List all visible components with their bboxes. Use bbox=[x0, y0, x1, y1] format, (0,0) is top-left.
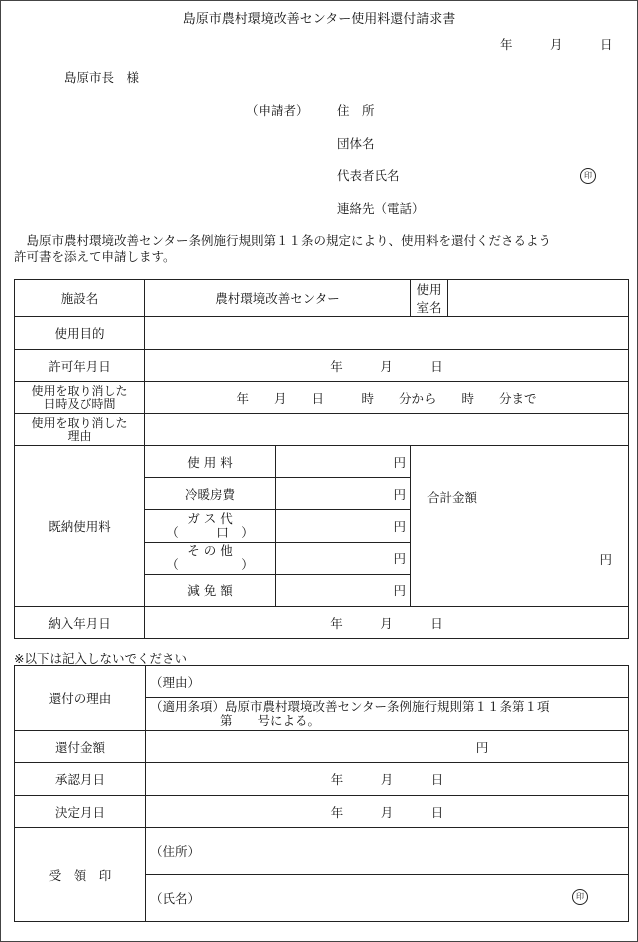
applicant-address-label: 住 所 bbox=[337, 103, 375, 118]
cancel-datetime-label bbox=[15, 382, 145, 414]
office-use-note: ※以下は記入しないでください bbox=[14, 651, 187, 666]
date-line: 年 月 日 bbox=[500, 37, 613, 52]
fee-item-label: 冷暖房費 bbox=[145, 478, 276, 510]
total-amount-unit: 円 bbox=[599, 552, 613, 567]
applicable-clause-line2: 第 号による。 bbox=[220, 713, 321, 728]
cancel-datetime-label-line2: 日時及び時間 bbox=[43, 396, 116, 411]
refund-amount-value[interactable] bbox=[146, 731, 629, 763]
approval-date-label: 承認月日 bbox=[15, 763, 146, 796]
fee-item-amount[interactable]: 円 bbox=[276, 574, 411, 606]
other-fee-label bbox=[145, 542, 276, 574]
room-field[interactable] bbox=[448, 280, 629, 317]
other-fee-label-line2: （ ） bbox=[166, 557, 254, 573]
receipt-name: （氏名） bbox=[150, 891, 201, 906]
cancel-datetime-label-line1: 使用を取り消した bbox=[31, 383, 128, 398]
applicable-clause-line1: （適用条項）島原市農村環境改善センター条例施行規則第１１条第１項 bbox=[150, 699, 550, 714]
approval-date-value[interactable]: 年 月 日 bbox=[146, 763, 629, 796]
seal-mark-receipt: 印 bbox=[572, 889, 588, 905]
fee-item-label: 減 免 額 bbox=[145, 574, 276, 606]
table-row bbox=[15, 382, 629, 414]
fee-item-amount[interactable]: 円 bbox=[276, 446, 411, 478]
refund-reason-line[interactable]: （理由） bbox=[146, 666, 629, 698]
table-row bbox=[15, 828, 629, 875]
fee-item-amount[interactable]: 円 bbox=[276, 542, 411, 574]
refund-reason-label: 還付の理由 bbox=[15, 666, 146, 731]
applicant-group-label: 団体名 bbox=[337, 136, 375, 151]
table-row bbox=[15, 280, 629, 317]
applicable-clause-cell[interactable] bbox=[146, 698, 629, 731]
total-amount-label: 合計金額 bbox=[427, 490, 478, 505]
table-row bbox=[15, 317, 629, 350]
permit-date-label: 許可年月日 bbox=[15, 350, 145, 382]
gas-fee-label bbox=[145, 510, 276, 542]
cancel-reason-label-line1: 使用を取り消した bbox=[31, 415, 128, 430]
purpose-label: 使用目的 bbox=[15, 317, 145, 350]
table-row bbox=[15, 763, 629, 796]
payment-date-label: 納入年月日 bbox=[15, 607, 145, 639]
facility-value: 農村環境改善センター bbox=[145, 280, 411, 317]
applicant-label: （申請者） bbox=[246, 103, 309, 118]
table-row bbox=[15, 796, 629, 828]
other-fee-label-line1: そ の 他 bbox=[187, 543, 233, 559]
refund-amount-label: 還付金額 bbox=[15, 731, 146, 763]
intro-line-2: 許可書を添えて申請します。 bbox=[14, 249, 176, 264]
gas-fee-label-line1: ガ ス 代 bbox=[187, 510, 233, 526]
refund-request-table bbox=[14, 279, 629, 639]
table-row bbox=[15, 666, 629, 698]
table-row bbox=[15, 446, 629, 478]
permit-date-value[interactable]: 年 月 日 bbox=[145, 350, 629, 382]
table-row bbox=[15, 414, 629, 446]
seal-mark-applicant bbox=[580, 166, 596, 184]
room-label bbox=[411, 280, 448, 317]
table-row bbox=[15, 607, 629, 639]
addressee: 島原市長 様 bbox=[64, 70, 140, 85]
purpose-field[interactable] bbox=[145, 317, 629, 350]
cancel-reason-label bbox=[15, 414, 145, 446]
applicant-contact-label: 連絡先（電話） bbox=[337, 201, 425, 216]
room-label-text: 使用室名 bbox=[416, 282, 442, 315]
applicant-representative-label: 代表者氏名 bbox=[337, 168, 400, 183]
office-use-table bbox=[14, 665, 629, 922]
refund-amount-unit: 円 bbox=[475, 739, 489, 755]
fee-item-label: 使 用 料 bbox=[145, 446, 276, 478]
receipt-address[interactable]: （住所） bbox=[146, 828, 629, 875]
total-amount-cell[interactable] bbox=[411, 446, 629, 607]
receipt-name-cell[interactable] bbox=[146, 875, 629, 922]
intro-line-1: 島原市農村環境改善センター条例施行規則第１１条の規定により、使用料を還付くださるよう bbox=[14, 233, 552, 248]
table-row bbox=[15, 731, 629, 763]
cancel-reason-field[interactable] bbox=[145, 414, 629, 446]
payment-date-value[interactable]: 年 月 日 bbox=[145, 607, 629, 639]
receipt-seal-label: 受 領 印 bbox=[15, 828, 146, 922]
paid-fee-label: 既納使用料 bbox=[15, 446, 145, 607]
decision-date-label: 決定月日 bbox=[15, 796, 146, 828]
seal-text: 印 bbox=[580, 168, 596, 184]
decision-date-value[interactable]: 年 月 日 bbox=[146, 796, 629, 828]
table-row bbox=[15, 350, 629, 382]
cancel-reason-label-line2: 理由 bbox=[67, 428, 92, 443]
fee-item-amount[interactable]: 円 bbox=[276, 510, 411, 542]
cancel-datetime-value[interactable]: 年 月 日 時 分から 時 分まで bbox=[145, 382, 629, 414]
fee-item-amount[interactable]: 円 bbox=[276, 478, 411, 510]
gas-fee-label-line2: （ 口 ） bbox=[166, 524, 254, 540]
form-title: 島原市農村環境改善センター使用料還付請求書 bbox=[182, 12, 456, 27]
facility-label: 施設名 bbox=[15, 280, 145, 317]
